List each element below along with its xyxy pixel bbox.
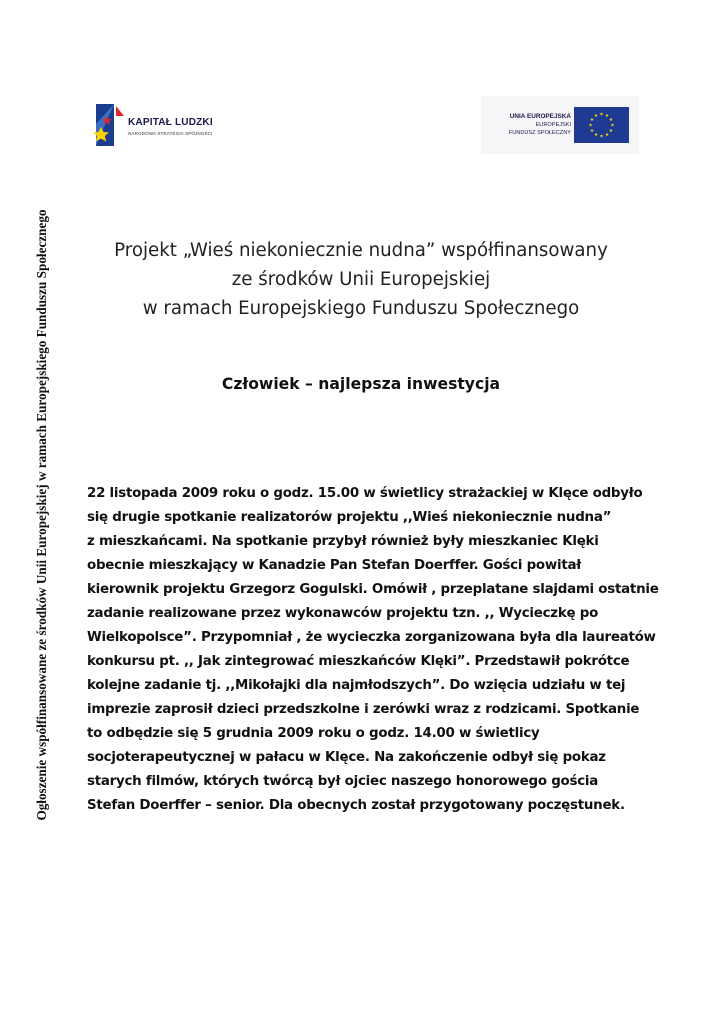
eu-flag-icon <box>574 107 629 143</box>
title-line: w ramach Europejskiego Funduszu Społecznego <box>142 298 580 319</box>
body-line: socjoterapeutycznej w pałacu w Klęce. Na zakończenie odbył się pokaz <box>87 750 606 765</box>
body-line: obecnie mieszkający w Kanadzie Pan Stefan Doerffer. Gości powitał <box>87 558 581 573</box>
announcement-body <box>87 482 667 818</box>
body-line: starych filmów, których twórcą był ojciec naszego honorowego gościa <box>87 774 599 789</box>
kapital-ludzki-subtitle: NARODOWA STRATEGIA SPÓJNOŚCI <box>128 131 213 136</box>
body-line: kolejne zadanie tj. ,,Mikołajki dla najmłodszych”. Do wzięcia udziału w tej <box>87 678 626 693</box>
body-line: to odbędzie się 5 grudnia 2009 roku o godz. 14.00 w świetlicy <box>87 726 540 741</box>
body-line: Stefan Doerffer – senior. Dla obecnych został przygotowany poczęstunek. <box>87 798 625 813</box>
eu-logo-line3: FUNDUSZ SPOŁECZNY <box>508 130 571 136</box>
body-line: konkursu pt. ,, Jak zintegrować mieszkańców Klęki”. Przedstawił pokrótce <box>87 654 630 669</box>
kapital-ludzki-logo <box>92 100 242 150</box>
body-line: imprezie zaprosił dzieci przedszkolne i zerówki wraz z rodzicami. Spotkanie <box>87 702 640 717</box>
kapital-ludzki-title: KAPITAŁ LUDZKI <box>128 117 213 128</box>
body-line: Wielkopolsce”. Przypomniał , że wycieczka zorganizowana była dla laureatów <box>87 630 656 645</box>
body-line: się drugie spotkanie realizatorów projektu ,,Wieś niekoniecznie nudna” <box>87 510 612 525</box>
body-line: z mieszkańcami. Na spotkanie przybył również były mieszkaniec Klęki <box>87 534 599 549</box>
page-subtitle: Człowiek – najlepsza inwestycja <box>221 375 501 393</box>
page-title <box>70 236 652 323</box>
kapital-ludzki-star-icon <box>92 100 126 150</box>
eu-logo-line1: UNIA EUROPEJSKA <box>509 113 571 120</box>
side-caption: Ogłoszenie współfinansowane ze środków Unii Europejskiej w ramach Europejskiego Funduszu Społecznego <box>34 209 49 821</box>
eu-logo-line2: EUROPEJSKI <box>535 122 571 128</box>
title-line: ze środków Unii Europejskiej <box>231 269 491 290</box>
body-line: zadanie realizowane przez wykonawców projektu tzn. ,, Wycieczkę po <box>87 606 599 621</box>
eu-logo <box>481 96 639 154</box>
body-line: 22 listopada 2009 roku o godz. 15.00 w świetlicy strażackiej w Klęce odbyło <box>87 486 643 501</box>
title-line: Projekt „Wieś niekoniecznie nudna” współfinansowany <box>114 240 608 261</box>
eu-logo-texts <box>509 113 571 137</box>
body-line: kierownik projektu Grzegorz Gogulski. Omówił , przeplatane slajdami ostatnie <box>87 582 659 597</box>
